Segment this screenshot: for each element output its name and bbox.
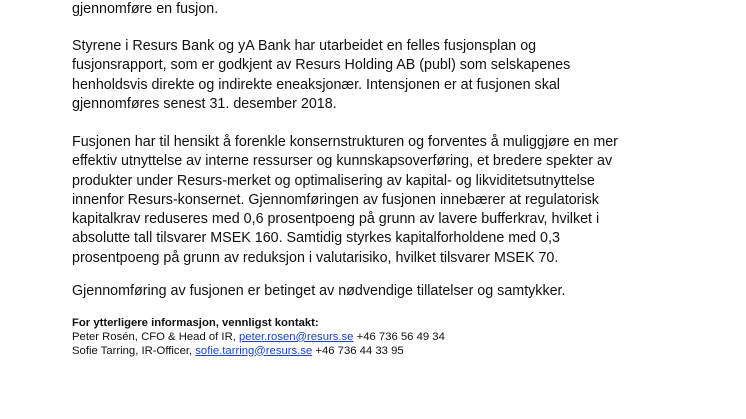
paragraph-conditions (72, 282, 712, 301)
paragraph-merger-purpose (72, 133, 712, 268)
contact-name-title: Peter Rosén, CFO & Head of IR, (72, 330, 240, 343)
email-link-peter[interactable]: peter.rosen@resurs.se (239, 330, 354, 343)
contact-row-sofie (72, 345, 445, 359)
text-line: Styrene i Resurs Bank og yA Bank har utarbeidet en felles fusjonsplan og (72, 38, 537, 54)
text-line: produkter under Resurs-merket og optimalisering av kapital- og likviditetsutnyttelse (72, 172, 595, 189)
text-line: Fusjonen har til hensikt å forenkle konsernstrukturen og forventes å muliggjøre en mer (72, 134, 618, 150)
contact-phone: +46 736 56 49 34 (353, 330, 445, 343)
text-line: innenfor Resurs-konsernet. Gjennomføringen av fusjonen innebærer at regulatorisk (72, 191, 599, 208)
text-line: absolutte tall tilsvarer MSEK 160. Samtidig styrkes kapitalforholdene med 0,3 (72, 230, 560, 247)
contact-name-title: Sofie Tarring, IR-Officer, (72, 344, 196, 357)
paragraph-merger-plan (72, 37, 712, 114)
text-line: gjennomføres senest 31. desember 2018. (72, 95, 337, 112)
text-line: henholdsvis direkte og indirekte eneaksjonær. Intensjonen er at fusjonen skal (72, 76, 560, 93)
text-line: Gjennomføring av fusjonen er betinget av nødvendige tillatelser og samtykker. (72, 283, 566, 299)
paragraph-intro-tail (72, 0, 712, 19)
contact-heading: For ytterligere informasjon, vennligst kontakt: (72, 317, 319, 329)
text-line: effektiv utnyttelse av interne ressurser og kunnskapsoverføring, et bredere spekter av (72, 153, 613, 170)
contact-block (72, 317, 445, 358)
contact-row-peter (72, 331, 445, 345)
email-link-sofie[interactable]: sofie.tarring@resurs.se (195, 344, 313, 357)
text-line: prosentpoeng på grunn av reduksjon i valutarisiko, hvilket tilsvarer MSEK 70. (72, 249, 559, 266)
text-line: fusjonsrapport, som er godkjent av Resurs Holding AB (publ) som selskapenes (72, 57, 571, 74)
text-line: kapitalkrav reduseres med 0,6 prosentpoeng på grunn av lavere bufferkrav, hvilket i (72, 211, 600, 228)
contact-phone: +46 736 44 33 95 (312, 344, 404, 357)
text-line: gjennomføre en fusjon. (72, 1, 219, 17)
